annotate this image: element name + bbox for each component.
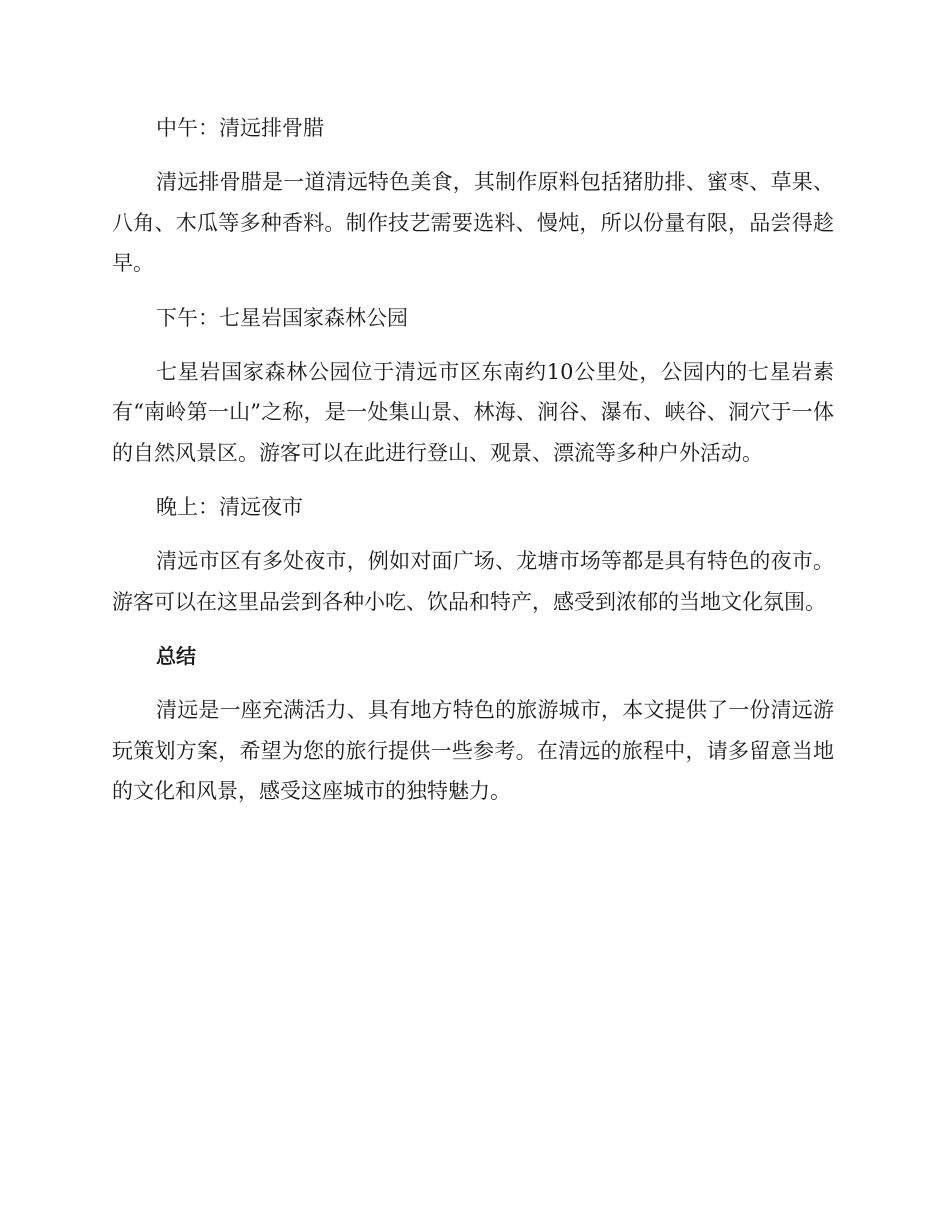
summary-paragraph: 清远是一座充满活力、具有地方特色的旅游城市，本文提供了一份清远游玩策划方案，希望为您的旅行提供一些参考。在清远的旅程中，请多留意当地的文化和风景，感受这座城市的独特魅力。 [112, 698, 834, 803]
noon-heading: 中午：清远排骨腊 [156, 116, 324, 140]
evening-heading: 晚上：清远夜市 [156, 495, 303, 519]
evening-paragraph: 清远市区有多处夜市，例如对面广场、龙塘市场等都是具有特色的夜市。游客可以在这里品尝到各种小吃、饮品和特产，感受到浓郁的当地文化氛围。 [112, 549, 834, 614]
afternoon-heading: 下午：七星岩国家森林公园 [156, 305, 408, 330]
afternoon-paragraph: 七星岩国家森林公园位于清远市区东南约10公里处，公园内的七星岩素有“南岭第一山”之称，是一处集山景、林海、涧谷、瀑布、峡谷、洞穴于一体的自然风景区。游客可以在此进行登山、观景、漂流等多种户外活动。 [112, 359, 834, 465]
noon-paragraph: 清远排骨腊是一道清远特色美食，其制作原料包括猪肋排、蜜枣、草果、八角、木瓜等多种香料。制作技艺需要选料、慢炖，所以份量有限，品尝得趁早。 [112, 170, 834, 275]
document-page [112, 108, 834, 826]
summary-title: 总结 [156, 644, 196, 668]
